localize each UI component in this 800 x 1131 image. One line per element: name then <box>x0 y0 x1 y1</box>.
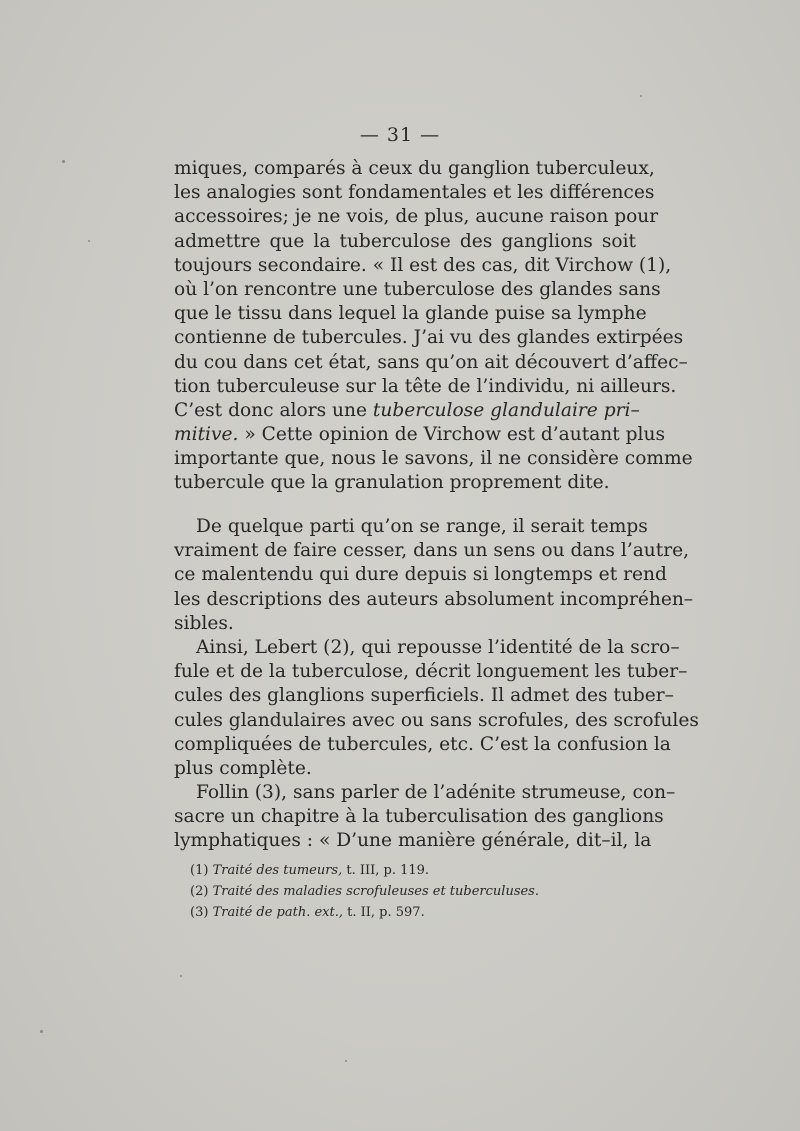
paper-speck <box>88 240 90 242</box>
text-line: Ainsi, Lebert (2), qui repousse l’identité de la scro– <box>196 636 680 658</box>
text-line: miques, comparés à ceux du ganglion tuberculeux, <box>174 158 655 179</box>
footnote-title: Traité de path. ext., <box>212 905 344 920</box>
text-line: lymphatiques : « D’une manière générale, dit–il, la <box>174 830 652 852</box>
text-line: où l’on rencontre une tuberculose des glandes sans <box>174 278 661 300</box>
footnote-marker: (1) <box>190 863 209 878</box>
text-line: fule et de la tuberculose, décrit longuement les tuber– <box>174 661 688 683</box>
footnotes <box>190 860 630 923</box>
text-segment: » Cette opinion de Virchow est d’autant plus <box>244 424 666 446</box>
footnote <box>190 881 630 902</box>
footnote-reference: t. II, p. 597. <box>347 905 425 920</box>
footnote-reference: t. III, p. 119. <box>346 863 430 878</box>
text-segment: C’est donc alors une <box>174 399 367 421</box>
paper-speck <box>640 95 642 97</box>
body-text-top <box>174 157 693 496</box>
text-line: admettre que la tuberculose des ganglions soit <box>174 230 636 252</box>
text-line <box>174 399 640 423</box>
text-line: sacre un chapitre à la tuberculisation des ganglions <box>174 806 664 828</box>
footnote-title: Traité des maladies scrofuleuses et tuberculuses. <box>212 884 539 899</box>
text-line: vraiment de faire cesser, dans un sens ou dans l’autre, <box>174 540 690 562</box>
text-line: importante que, nous le savons, il ne considère comme <box>174 448 693 470</box>
body-text-bottom <box>174 515 699 854</box>
footnote-marker: (2) <box>190 884 209 899</box>
footnote-title: Traité des tumeurs, <box>212 863 343 878</box>
text-line: tion tuberculeuse sur la tête de l’individu, ni ailleurs. <box>174 375 677 397</box>
text-line: toujours secondaire. « Il est des cas, dit Virchow (1), <box>174 254 672 276</box>
paragraph-2 <box>174 515 694 636</box>
paragraph-1 <box>174 157 693 496</box>
text-line: sibles. <box>174 612 234 634</box>
paragraph-4 <box>174 781 676 854</box>
text-line: cules des glanglions superficiels. Il admet des tuber– <box>174 685 674 707</box>
text-line: ce malentendu qui dure depuis si longtemps et rend <box>174 564 667 586</box>
text-line: De quelque parti qu’on se range, il serait temps <box>196 516 648 537</box>
text-line: accessoires; je ne vois, de plus, aucune raison pour <box>174 206 659 228</box>
footnote-marker: (3) <box>190 905 209 920</box>
paper-speck <box>180 975 182 977</box>
italic-phrase: tuberculose glandulaire pri– <box>372 399 640 421</box>
footnote <box>190 860 630 881</box>
paper-speck <box>62 160 65 163</box>
footnote <box>190 902 630 923</box>
text-line <box>174 423 666 447</box>
text-line: compliquées de tubercules, etc. C’est la confusion la <box>174 733 671 755</box>
paper-speck <box>40 1030 43 1033</box>
text-line: que le tissu dans lequel la glande puise sa lymphe <box>174 303 647 325</box>
page-number: — 31 — <box>359 124 441 146</box>
text-line: plus complète. <box>174 757 312 779</box>
text-line: du cou dans cet état, sans qu’on ait découvert d’affec– <box>174 351 688 373</box>
text-line: les descriptions des auteurs absolument incompréhen– <box>174 588 694 610</box>
text-line: les analogies sont fondamentales et les différences <box>174 182 655 204</box>
italic-phrase: mitive. <box>174 424 239 446</box>
text-line: contienne de tubercules. J’ai vu des glandes extirpées <box>174 327 684 349</box>
paragraph-3 <box>174 636 699 781</box>
text-line: tubercule que la granulation proprement dite. <box>174 472 610 494</box>
text-line: cules glandulaires avec ou sans scrofules, des scrofules <box>174 709 699 731</box>
paper-speck <box>345 1060 347 1062</box>
text-line: Follin (3), sans parler de l’adénite strumeuse, con– <box>196 782 676 804</box>
